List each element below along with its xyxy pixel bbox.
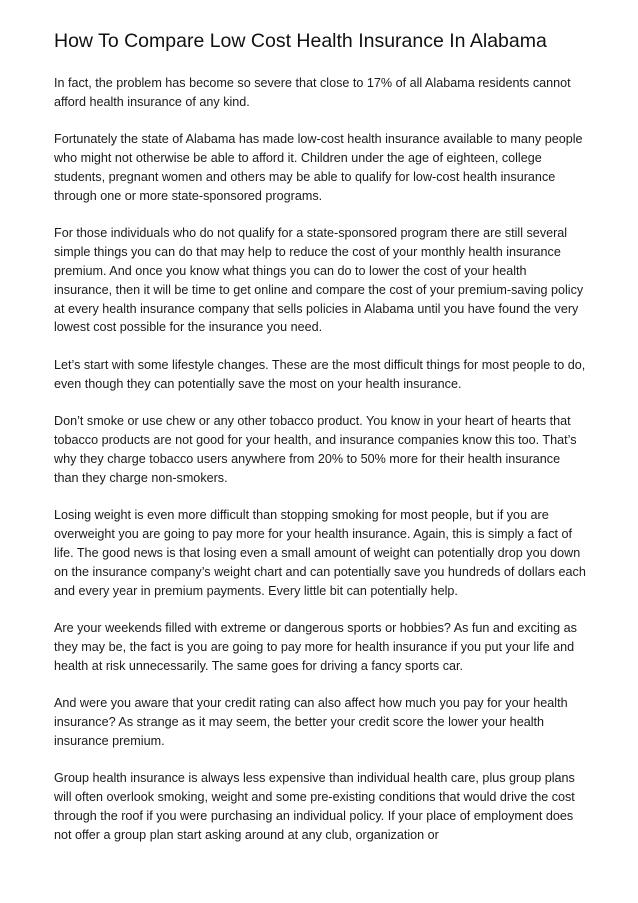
paragraph-3: For those individuals who do not qualify for a state-sponsored program there are still several simple things you can do that may help to reduce the cost of your monthly health insurance premium. And once you know what things you can do to lower the cost of your health insurance, then it will be time to get online and compare the cost of your premium-saving policy at every health insurance company that sells policies in Alabama until you have found the very lowest cost possible for the insurance you need. bbox=[54, 226, 584, 335]
paragraph-5: Don’t smoke or use chew or any other tobacco product. You know in your heart of hearts that tobacco products are not good for your health, and insurance companies know this too. That’s why they charge tobacco users anywhere from 20% to 50% more for their health insurance than they charge non-smokers. bbox=[54, 414, 577, 485]
paragraph-1: In fact, the problem has become so severe that close to 17% of all Alabama residents cannot afford health insurance of any kind. bbox=[54, 76, 571, 109]
document-title: How To Compare Low Cost Health Insurance In Alabama bbox=[54, 30, 547, 52]
paragraph-4: Let’s start with some lifestyle changes. These are the most difficult things for most people to do, even though they can potentially save the most on your health insurance. bbox=[54, 357, 586, 391]
paragraph-9: Group health insurance is always less expensive than individual health care, plus group plans will often overlook smoking, weight and some pre-existing conditions that would drive the cost through the roof if you were purchasing an individual policy. If your place of employment does not offer a group plan start asking around at any club, organization or bbox=[54, 771, 575, 842]
paragraph-6: Losing weight is even more difficult than stopping smoking for most people, but if you are overweight you are going to pay more for your health insurance. Again, this is simply a fact of life. The good news is that losing even a small amount of weight can potentially drop you down on the insurance company’s weight chart and can potentially save you hundreds of dollars each and every year in premium payments. Every little bit can potentially help. bbox=[54, 508, 586, 598]
paragraph-8: And were you aware that your credit rating can also affect how much you pay for your health insurance? As strange as it may seem, the better your credit score the lower your health insurance premium. bbox=[54, 696, 568, 748]
paragraph-2: Fortunately the state of Alabama has made low-cost health insurance available to many people who might not otherwise be able to afford it. Children under the age of eighteen, college students, pregnant women and others may be able to qualify for low-cost health insurance through one or more state-sponsored programs. bbox=[54, 132, 583, 203]
paragraph-7: Are your weekends filled with extreme or dangerous sports or hobbies? As fun and exciting as they may be, the fact is you are going to pay more for health insurance if you put your life and health at risk unnecessarily. The same goes for driving a fancy sports car. bbox=[54, 621, 577, 673]
